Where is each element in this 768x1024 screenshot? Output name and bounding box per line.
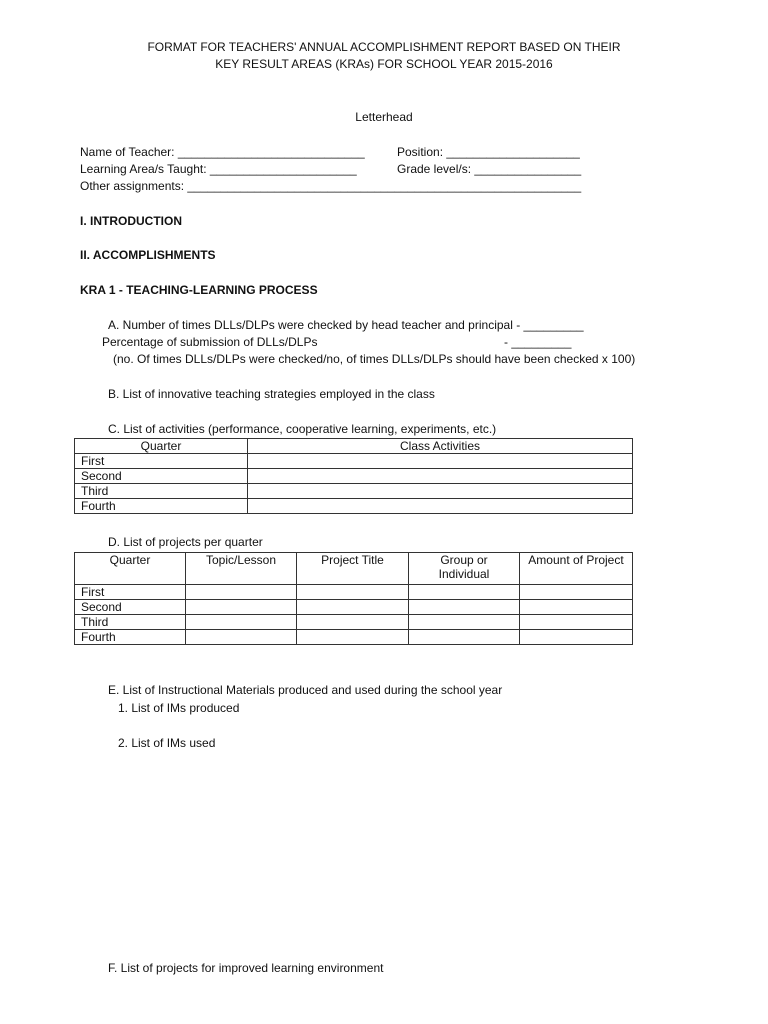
item-e2: 2. List of IMs used bbox=[118, 736, 216, 750]
activities-row-label: First bbox=[75, 454, 248, 469]
section-accomplishments-heading: II. ACCOMPLISHMENTS bbox=[80, 248, 216, 262]
item-d: D. List of projects per quarter bbox=[108, 535, 263, 549]
section-introduction-heading: I. INTRODUCTION bbox=[80, 214, 182, 228]
table-row bbox=[75, 600, 633, 615]
activities-header-class-activities: Class Activities bbox=[248, 439, 633, 454]
item-a-line2-left: Percentage of submission of DLLs/DLPs bbox=[102, 335, 318, 349]
projects-cell bbox=[520, 615, 633, 630]
report-title-line1: FORMAT FOR TEACHERS' ANNUAL ACCOMPLISHMENT REPORT BASED ON THEIR bbox=[147, 40, 621, 54]
activities-row-label: Second bbox=[75, 469, 248, 484]
projects-cell bbox=[409, 600, 520, 615]
projects-cell bbox=[520, 585, 633, 600]
grade-level-field: Grade level/s: ________________ bbox=[397, 162, 582, 176]
other-assignments-field: Other assignments: ___________________________________________________________ bbox=[80, 179, 582, 193]
projects-header-project-title: Project Title bbox=[297, 553, 409, 585]
kra1-heading: KRA 1 - TEACHING-LEARNING PROCESS bbox=[80, 283, 318, 297]
projects-cell bbox=[409, 630, 520, 645]
item-f: F. List of projects for improved learning environment bbox=[108, 961, 384, 975]
position-field: Position: ____________________ bbox=[397, 145, 580, 159]
item-c: C. List of activities (performance, cooperative learning, experiments, etc.) bbox=[108, 422, 497, 436]
projects-cell bbox=[297, 615, 409, 630]
name-of-teacher-field: Name of Teacher: ____________________________ bbox=[80, 145, 365, 159]
activities-table bbox=[74, 438, 633, 514]
projects-cell bbox=[186, 585, 297, 600]
projects-cell bbox=[186, 615, 297, 630]
projects-cell bbox=[297, 630, 409, 645]
item-e1: 1. List of IMs produced bbox=[118, 701, 240, 715]
table-row bbox=[75, 585, 633, 600]
projects-cell bbox=[520, 630, 633, 645]
item-a-line3: (no. Of times DLLs/DLPs were checked/no, of times DLLs/DLPs should have been checked x 100) bbox=[113, 352, 636, 366]
activities-row-label: Fourth bbox=[75, 499, 248, 514]
projects-header-group-or-individual: Group or Individual bbox=[409, 553, 520, 585]
item-a-line2-right: - _________ bbox=[504, 335, 572, 349]
projects-row-label: First bbox=[75, 585, 186, 600]
table-row bbox=[75, 454, 633, 469]
projects-row-label: Fourth bbox=[75, 630, 186, 645]
projects-cell bbox=[186, 630, 297, 645]
item-e: E. List of Instructional Materials produced and used during the school year bbox=[108, 683, 503, 697]
table-row bbox=[75, 484, 633, 499]
projects-table bbox=[74, 552, 633, 645]
item-a-line1: A. Number of times DLLs/DLPs were checked by head teacher and principal - _________ bbox=[108, 318, 584, 332]
projects-cell bbox=[186, 600, 297, 615]
activities-cell bbox=[248, 484, 633, 499]
projects-header-quarter: Quarter bbox=[75, 553, 186, 585]
table-row bbox=[75, 499, 633, 514]
activities-row-label: Third bbox=[75, 484, 248, 499]
projects-header-amount-of-project: Amount of Project bbox=[520, 553, 633, 585]
table-row bbox=[75, 615, 633, 630]
projects-row-label: Second bbox=[75, 600, 186, 615]
projects-cell bbox=[409, 585, 520, 600]
projects-cell bbox=[520, 600, 633, 615]
learning-area-field: Learning Area/s Taught: ______________________ bbox=[80, 162, 357, 176]
table-row bbox=[75, 630, 633, 645]
table-row bbox=[75, 469, 633, 484]
item-b: B. List of innovative teaching strategies employed in the class bbox=[108, 387, 435, 401]
projects-row-label: Third bbox=[75, 615, 186, 630]
projects-cell bbox=[297, 585, 409, 600]
letterhead-label: Letterhead bbox=[355, 110, 413, 124]
activities-header-quarter: Quarter bbox=[75, 439, 248, 454]
projects-header-topic-lesson: Topic/Lesson bbox=[186, 553, 297, 585]
projects-cell bbox=[297, 600, 409, 615]
activities-cell bbox=[248, 454, 633, 469]
activities-cell bbox=[248, 469, 633, 484]
projects-cell bbox=[409, 615, 520, 630]
activities-cell bbox=[248, 499, 633, 514]
report-title-line2: KEY RESULT AREAS (KRAs) FOR SCHOOL YEAR 2015-2016 bbox=[215, 57, 553, 71]
